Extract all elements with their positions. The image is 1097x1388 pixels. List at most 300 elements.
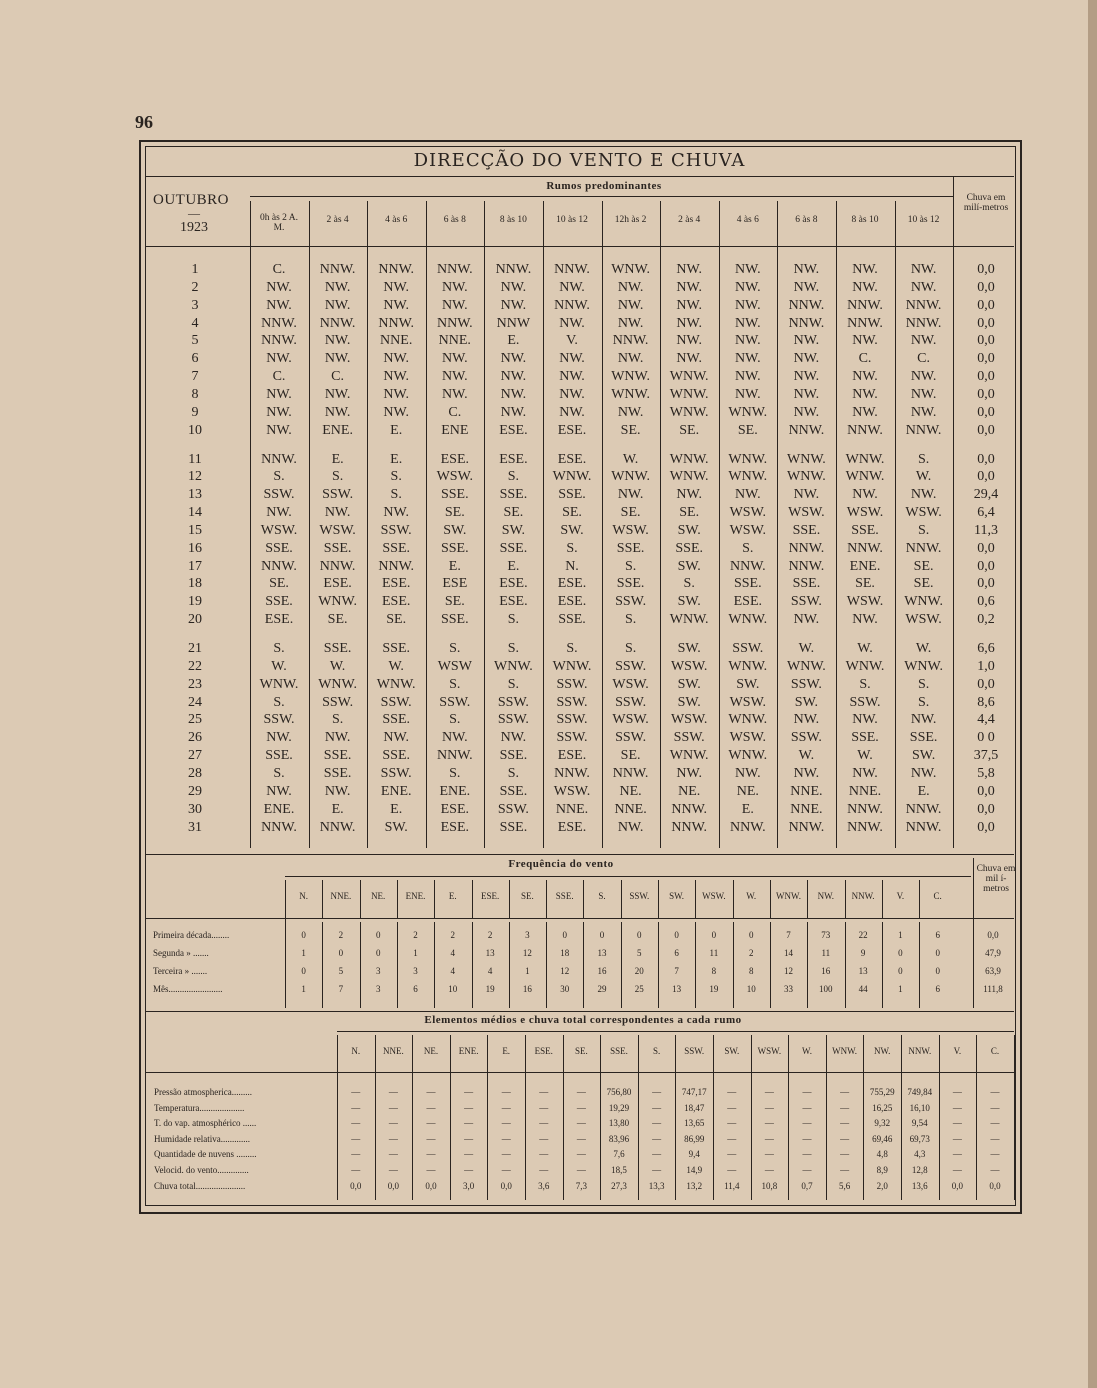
column-rule bbox=[285, 880, 286, 1008]
column-rule bbox=[953, 176, 954, 848]
wind-direction-cell: WSW. bbox=[905, 612, 942, 628]
wind-direction-cell: NNE. bbox=[555, 801, 589, 817]
elem-cell: 18,47 bbox=[684, 1102, 705, 1113]
freq-rule bbox=[285, 876, 971, 877]
direction-header: NNE. bbox=[383, 1046, 404, 1056]
wind-direction-cell: NNW. bbox=[729, 819, 766, 835]
time-header: 8 às 10 bbox=[499, 215, 527, 225]
wind-direction-cell: S. bbox=[507, 765, 520, 781]
wind-direction-cell: W. bbox=[798, 748, 815, 764]
wind-direction-cell: NW. bbox=[442, 297, 468, 313]
wind-direction-cell: SE. bbox=[737, 422, 758, 438]
column-rule bbox=[487, 1035, 488, 1200]
wind-direction-cell: SE. bbox=[503, 505, 524, 521]
elem-cell: 83,96 bbox=[608, 1133, 630, 1144]
rain-cell: 0,0 bbox=[977, 422, 995, 438]
elem-cell: — bbox=[501, 1149, 511, 1160]
wind-direction-cell: NNW. bbox=[612, 765, 649, 781]
rumos-rule bbox=[250, 196, 953, 197]
elem-cell: 69,46 bbox=[872, 1133, 893, 1144]
elem-cell: — bbox=[840, 1149, 850, 1160]
wind-direction-cell: C. bbox=[331, 369, 345, 385]
wind-direction-cell: NNE. bbox=[438, 333, 471, 349]
direction-header: ESE. bbox=[480, 891, 500, 901]
wind-direction-cell: NW. bbox=[852, 712, 878, 728]
wind-direction-cell: SSE. bbox=[382, 748, 410, 764]
direction-header: S. bbox=[598, 891, 606, 901]
column-rule bbox=[472, 922, 473, 1008]
wind-direction-cell: S. bbox=[917, 522, 930, 538]
elem-cell: — bbox=[727, 1165, 737, 1175]
wind-direction-cell: SSW. bbox=[673, 730, 705, 746]
rain-cell: 0,0 bbox=[977, 451, 995, 467]
rain-cell: 0,0 bbox=[977, 801, 995, 817]
wind-direction-cell: S. bbox=[273, 694, 285, 710]
column-rule bbox=[882, 922, 883, 1008]
header-rule bbox=[145, 246, 1014, 247]
day-number: 23 bbox=[188, 676, 202, 692]
wind-direction-cell: NW. bbox=[910, 386, 937, 402]
wind-direction-cell: NW. bbox=[735, 765, 761, 781]
elem-cell: — bbox=[802, 1133, 812, 1144]
freq-header-rule bbox=[145, 918, 1014, 919]
elem-cell: 8,9 bbox=[876, 1165, 888, 1175]
wind-direction-cell: NW. bbox=[793, 487, 820, 503]
elem-cell: — bbox=[990, 1149, 1000, 1160]
wind-direction-cell: SW. bbox=[677, 694, 701, 710]
wind-direction-cell: NNW. bbox=[905, 819, 942, 835]
wind-direction-cell: SSE. bbox=[265, 748, 293, 764]
elem-cell: — bbox=[802, 1102, 812, 1113]
elem-cell: 0,0 bbox=[425, 1180, 437, 1191]
direction-header: C. bbox=[933, 891, 942, 901]
wind-direction-cell: S. bbox=[449, 676, 461, 692]
direction-header: SE. bbox=[521, 891, 534, 901]
elem-cell: 13,2 bbox=[686, 1180, 703, 1191]
elem-cell: 13,3 bbox=[648, 1180, 665, 1191]
column-rule bbox=[583, 922, 584, 1008]
wind-direction-cell: S. bbox=[624, 558, 637, 574]
wind-direction-cell: NW. bbox=[324, 404, 351, 420]
wind-direction-cell: WNW. bbox=[845, 451, 885, 467]
wind-direction-cell: SSE. bbox=[323, 641, 352, 656]
column-rule bbox=[600, 1035, 601, 1200]
freq-cell: 0 bbox=[748, 930, 754, 940]
wind-direction-cell: E. bbox=[331, 451, 344, 467]
wind-direction-cell: WNW. bbox=[845, 469, 885, 485]
wind-direction-cell: NNW. bbox=[847, 819, 883, 835]
day-number: 7 bbox=[191, 369, 199, 385]
wind-direction-cell: W. bbox=[857, 748, 873, 764]
wind-direction-cell: WNW. bbox=[552, 658, 592, 674]
elem-cell: — bbox=[351, 1102, 361, 1113]
wind-direction-cell: NNW. bbox=[847, 801, 883, 817]
freq-cell: 2 bbox=[413, 930, 418, 940]
time-header: 6 às 8 bbox=[795, 215, 818, 225]
wind-direction-cell: NNW. bbox=[788, 819, 825, 835]
wind-direction-cell: SE. bbox=[444, 505, 465, 521]
wind-direction-cell: SSW. bbox=[790, 594, 822, 610]
wind-direction-cell: NNW. bbox=[378, 315, 415, 331]
wind-direction-cell: NW. bbox=[735, 297, 761, 313]
elem-cell: 13,80 bbox=[608, 1118, 630, 1129]
rain-cell: 0,0 bbox=[977, 783, 995, 799]
day-number: 31 bbox=[188, 819, 202, 835]
wind-direction-cell: S. bbox=[917, 694, 930, 710]
elem-label: Elementos médios e chuva total correspondentes a cada rumo bbox=[424, 1014, 742, 1026]
wind-direction-cell: S. bbox=[449, 712, 461, 728]
wind-direction-cell: W. bbox=[798, 641, 815, 656]
freq-cell: 100 bbox=[819, 984, 833, 994]
direction-header: WNW. bbox=[832, 1046, 858, 1056]
column-rule bbox=[563, 1035, 564, 1200]
wind-direction-cell: NW. bbox=[793, 369, 820, 385]
day-number: 10 bbox=[188, 422, 202, 438]
freq-row-label: Segunda » ....... bbox=[153, 948, 209, 958]
rain-cell: 4,4 bbox=[977, 712, 995, 728]
elem-cell: — bbox=[727, 1102, 737, 1113]
wind-direction-cell: WSW. bbox=[260, 522, 298, 538]
wind-direction-cell: NNW bbox=[496, 315, 531, 331]
freq-cell: 0 bbox=[898, 966, 903, 976]
freq-cell: 0 bbox=[301, 966, 306, 976]
wind-direction-cell: NNW. bbox=[612, 333, 649, 349]
wind-direction-cell: NW. bbox=[383, 505, 409, 521]
freq-cell: 1 bbox=[525, 966, 530, 976]
direction-header: NE. bbox=[423, 1046, 439, 1056]
wind-direction-cell: NW. bbox=[383, 297, 409, 313]
wind-direction-cell: NW. bbox=[617, 279, 644, 295]
year-label: 1923 bbox=[180, 220, 208, 235]
elem-cell: — bbox=[576, 1165, 586, 1175]
elem-cell: — bbox=[539, 1149, 549, 1160]
wind-direction-cell: W. bbox=[329, 658, 346, 674]
rain-cell: 0,0 bbox=[977, 262, 995, 277]
wind-direction-cell: NNW. bbox=[261, 315, 297, 331]
day-number: 25 bbox=[188, 712, 202, 728]
elem-cell: — bbox=[576, 1102, 586, 1113]
wind-direction-cell: NW. bbox=[735, 369, 761, 385]
elem-cell: 755,29 bbox=[869, 1087, 895, 1097]
column-rule bbox=[660, 201, 661, 848]
freq-row-label: Terceira » ....... bbox=[153, 966, 208, 976]
elem-cell: — bbox=[990, 1133, 1000, 1144]
freq-cell: 0 bbox=[711, 930, 717, 940]
wind-direction-cell: ESE bbox=[442, 576, 468, 592]
elem-cell: — bbox=[351, 1149, 361, 1160]
wind-direction-cell: NW. bbox=[617, 315, 644, 331]
elem-cell: — bbox=[426, 1087, 436, 1097]
wind-direction-cell: NW. bbox=[500, 386, 527, 402]
wind-direction-cell: NW. bbox=[383, 404, 409, 420]
freq-cell: 0 bbox=[935, 948, 940, 958]
wind-direction-cell: NNW. bbox=[788, 315, 825, 331]
wind-direction-cell: C. bbox=[448, 404, 462, 420]
wind-direction-cell: SW. bbox=[911, 748, 936, 764]
wind-direction-cell: ENE. bbox=[439, 783, 471, 799]
freq-cell: 10 bbox=[746, 984, 756, 994]
elem-cell: 749,84 bbox=[907, 1087, 933, 1097]
wind-direction-cell: SE. bbox=[562, 505, 582, 521]
rain-cell: 0,0 bbox=[977, 386, 995, 402]
wind-direction-cell: ENE bbox=[441, 422, 469, 438]
column-rule bbox=[973, 858, 974, 1008]
elem-cell: 18,5 bbox=[611, 1165, 627, 1175]
column-rule bbox=[919, 922, 920, 1008]
day-number: 27 bbox=[188, 748, 202, 764]
wind-direction-cell: S. bbox=[917, 451, 930, 467]
rain-cell: 0,0 bbox=[977, 297, 995, 313]
freq-cell: 5 bbox=[637, 948, 642, 958]
wind-direction-cell: ESE. bbox=[264, 612, 294, 628]
freq-cell: 22 bbox=[858, 930, 868, 940]
day-number: 28 bbox=[188, 765, 202, 781]
day-number: 21 bbox=[188, 641, 202, 656]
column-rule bbox=[675, 1035, 676, 1200]
wind-direction-cell: C. bbox=[858, 351, 872, 367]
day-number: 26 bbox=[188, 730, 202, 746]
direction-header: NW. bbox=[817, 891, 835, 901]
wind-direction-cell: NW. bbox=[910, 369, 937, 385]
wind-direction-cell: NNW. bbox=[729, 558, 766, 574]
freq-cell: 1 bbox=[898, 930, 903, 940]
column-rule bbox=[658, 880, 659, 918]
freq-cell: 4 bbox=[450, 966, 456, 976]
wind-direction-cell: NNW. bbox=[554, 765, 590, 781]
wind-direction-cell: WSW. bbox=[612, 676, 649, 692]
wind-direction-cell: WSW. bbox=[846, 594, 884, 610]
direction-header: SSW. bbox=[684, 1046, 705, 1056]
table-title: DIRECÇÃO DO VENTO E CHUVA bbox=[413, 150, 746, 171]
time-header: 10 às 12 bbox=[556, 215, 588, 225]
wind-direction-cell: SSE. bbox=[792, 522, 821, 538]
day-number: 11 bbox=[188, 451, 202, 467]
elem-row-label: T. do vap. atmosphérico ...... bbox=[154, 1118, 257, 1129]
freq-cell: 13 bbox=[485, 948, 495, 958]
freq-cell: 30 bbox=[560, 984, 570, 994]
wind-direction-cell: NNW. bbox=[847, 315, 883, 331]
wind-direction-cell: NNW. bbox=[671, 819, 708, 835]
rain-cell: 0,0 bbox=[977, 819, 995, 835]
wind-direction-cell: NNW. bbox=[261, 451, 297, 467]
column-rule bbox=[337, 1035, 338, 1200]
direction-header: W. bbox=[746, 891, 757, 901]
wind-direction-cell: SSE. bbox=[323, 765, 352, 781]
wind-direction-cell: NW. bbox=[559, 351, 585, 367]
elem-cell: — bbox=[501, 1102, 511, 1113]
time-header: 6 às 8 bbox=[443, 215, 466, 225]
wind-direction-cell: NW. bbox=[324, 279, 351, 295]
wind-direction-cell: WSW. bbox=[612, 712, 649, 728]
wind-direction-cell: NW. bbox=[442, 351, 468, 367]
direction-header: SE. bbox=[575, 1046, 588, 1056]
wind-direction-cell: NNE. bbox=[380, 333, 413, 349]
wind-direction-cell: S. bbox=[566, 641, 578, 656]
wind-direction-cell: SSW. bbox=[263, 487, 295, 503]
direction-header: SSW. bbox=[629, 891, 650, 901]
wind-direction-cell: SSW. bbox=[732, 641, 764, 656]
wind-direction-cell: SSE. bbox=[558, 612, 586, 628]
time-header: 4 às 6 bbox=[385, 215, 408, 225]
day-number: 15 bbox=[188, 522, 202, 538]
wind-direction-cell: NW. bbox=[910, 333, 937, 349]
elem-cell: — bbox=[802, 1149, 812, 1160]
wind-direction-cell: WSW. bbox=[729, 505, 767, 521]
wind-direction-cell: NW. bbox=[559, 404, 585, 420]
wind-direction-cell: SSE. bbox=[499, 748, 528, 764]
wind-direction-cell: NNW. bbox=[261, 558, 297, 574]
column-rule bbox=[901, 1035, 902, 1200]
day-number: 18 bbox=[188, 576, 202, 592]
wind-direction-cell: S. bbox=[507, 641, 520, 656]
wind-direction-cell: S. bbox=[624, 612, 637, 628]
column-rule bbox=[472, 880, 473, 918]
wind-direction-cell: SW. bbox=[677, 522, 701, 538]
wind-direction-cell: ESE. bbox=[323, 576, 352, 592]
wind-direction-cell: E. bbox=[331, 801, 344, 817]
wind-direction-cell: S. bbox=[273, 641, 285, 656]
wind-direction-cell: WNW. bbox=[904, 658, 943, 674]
elem-cell: — bbox=[539, 1087, 549, 1097]
wind-direction-cell: NW. bbox=[852, 262, 878, 277]
wind-direction-cell: SE. bbox=[620, 422, 641, 438]
wind-direction-cell: WNW. bbox=[259, 676, 299, 692]
wind-direction-cell: ESE. bbox=[440, 801, 469, 817]
wind-direction-cell: NNW. bbox=[847, 540, 883, 556]
wind-direction-cell: NNE. bbox=[614, 801, 647, 817]
column-rule bbox=[695, 922, 696, 1008]
day-number: 2 bbox=[191, 279, 199, 295]
wind-direction-cell: SSE. bbox=[382, 712, 410, 728]
freq-cell: 2 bbox=[748, 948, 754, 958]
wind-direction-cell: S. bbox=[273, 765, 285, 781]
rain-cell: 1,0 bbox=[977, 658, 995, 674]
day-number: 9 bbox=[191, 404, 199, 420]
elem-cell: 14,9 bbox=[686, 1165, 703, 1175]
column-rule bbox=[695, 880, 696, 918]
rain-cell: 6,6 bbox=[977, 641, 995, 656]
column-rule bbox=[360, 922, 361, 1008]
wind-direction-cell: WSW. bbox=[612, 522, 649, 538]
wind-direction-cell: NW. bbox=[559, 315, 585, 331]
column-rule bbox=[719, 201, 720, 848]
column-rule bbox=[546, 880, 547, 918]
wind-direction-cell: NW. bbox=[383, 386, 409, 402]
elem-cell: — bbox=[351, 1087, 361, 1097]
rain-cell: 0,0 bbox=[977, 333, 995, 349]
time-header: 4 às 6 bbox=[736, 215, 759, 225]
column-rule bbox=[434, 880, 435, 918]
wind-direction-cell: NW. bbox=[442, 369, 468, 385]
month-label: OUTUBRO bbox=[153, 192, 230, 208]
elem-row-label: Humidade relativa............. bbox=[154, 1133, 250, 1144]
day-number: 14 bbox=[188, 505, 202, 521]
freq-cell: 1 bbox=[301, 948, 306, 958]
wind-direction-cell: SSE. bbox=[265, 594, 293, 610]
direction-header: W. bbox=[802, 1046, 812, 1056]
wind-direction-cell: NNW. bbox=[847, 422, 883, 438]
wind-direction-cell: S. bbox=[449, 765, 461, 781]
wind-direction-cell: ESE. bbox=[499, 451, 528, 467]
wind-direction-cell: V. bbox=[566, 333, 578, 349]
wind-direction-cell: SSW. bbox=[556, 694, 588, 710]
elem-cell: — bbox=[764, 1165, 774, 1175]
wind-direction-cell: WNW. bbox=[494, 658, 533, 674]
freq-cell: 0 bbox=[599, 930, 605, 940]
elem-cell: — bbox=[727, 1133, 737, 1144]
wind-direction-cell: NW. bbox=[266, 505, 292, 521]
time-header: 2 às 4 bbox=[326, 215, 349, 225]
wind-direction-cell: SW. bbox=[794, 694, 818, 710]
elem-cell: — bbox=[764, 1102, 774, 1113]
column-rule bbox=[845, 922, 846, 1008]
freq-cell: 0 bbox=[935, 966, 940, 976]
elem-cell: — bbox=[576, 1118, 586, 1129]
day-number: 13 bbox=[188, 487, 202, 503]
wind-direction-cell: SSW. bbox=[615, 694, 647, 710]
column-rule bbox=[733, 922, 734, 1008]
freq-cell: 0 bbox=[674, 930, 679, 940]
wind-direction-cell: SSW. bbox=[497, 694, 529, 710]
wind-direction-cell: NW. bbox=[500, 297, 527, 313]
column-rule bbox=[250, 201, 251, 848]
elem-cell: — bbox=[840, 1087, 850, 1097]
freq-cell: 13 bbox=[672, 984, 682, 994]
column-rule bbox=[543, 201, 544, 848]
wind-direction-cell: WNW. bbox=[728, 451, 768, 467]
wind-direction-cell: NNW. bbox=[436, 748, 473, 764]
wind-direction-cell: WSW. bbox=[553, 783, 591, 799]
elem-row-label: Chuva total...................... bbox=[154, 1180, 246, 1191]
wind-direction-cell: NNW. bbox=[261, 333, 297, 349]
wind-direction-cell: WNW. bbox=[318, 594, 357, 610]
freq-top-rule bbox=[145, 854, 1014, 855]
wind-direction-cell: NW. bbox=[852, 487, 878, 503]
wind-direction-cell: NNW. bbox=[788, 297, 825, 313]
freq-cell: 0 bbox=[338, 948, 344, 958]
wind-direction-cell: NW. bbox=[735, 315, 761, 331]
column-rule bbox=[863, 1035, 864, 1200]
elem-cell: — bbox=[990, 1102, 1000, 1113]
wind-direction-cell: C. bbox=[272, 369, 286, 385]
freq-cell: 8 bbox=[748, 966, 754, 976]
freq-cell: 10 bbox=[448, 984, 458, 994]
wind-direction-cell: ENE. bbox=[322, 422, 353, 438]
rain-cell: 37,5 bbox=[973, 748, 999, 764]
wind-direction-cell: NW. bbox=[793, 262, 820, 277]
column-rule bbox=[638, 1035, 639, 1200]
elem-row-label: Velocid. do vento.............. bbox=[154, 1165, 249, 1175]
wind-direction-cell: SSW. bbox=[322, 487, 354, 503]
freq-cell: 16 bbox=[522, 984, 532, 994]
wind-direction-cell: S. bbox=[507, 676, 520, 692]
wind-direction-cell: SW. bbox=[384, 819, 408, 835]
wind-direction-cell: WNW. bbox=[845, 658, 885, 674]
wind-direction-cell: NW. bbox=[910, 487, 937, 503]
rain-cell: 0 0 bbox=[977, 730, 995, 746]
elem-cell: 3,6 bbox=[538, 1180, 550, 1191]
wind-direction-cell: NW. bbox=[442, 279, 468, 295]
wind-direction-cell: E. bbox=[741, 801, 754, 817]
wind-direction-cell: NW. bbox=[793, 279, 820, 295]
wind-direction-cell: S. bbox=[331, 469, 344, 485]
column-rule bbox=[360, 880, 361, 918]
elem-cell: — bbox=[802, 1087, 812, 1097]
freq-cell: 6 bbox=[413, 984, 418, 994]
direction-header: WSW. bbox=[702, 891, 726, 901]
elem-row-label: Temperatura.................... bbox=[154, 1102, 245, 1113]
wind-direction-cell: E. bbox=[507, 333, 520, 349]
